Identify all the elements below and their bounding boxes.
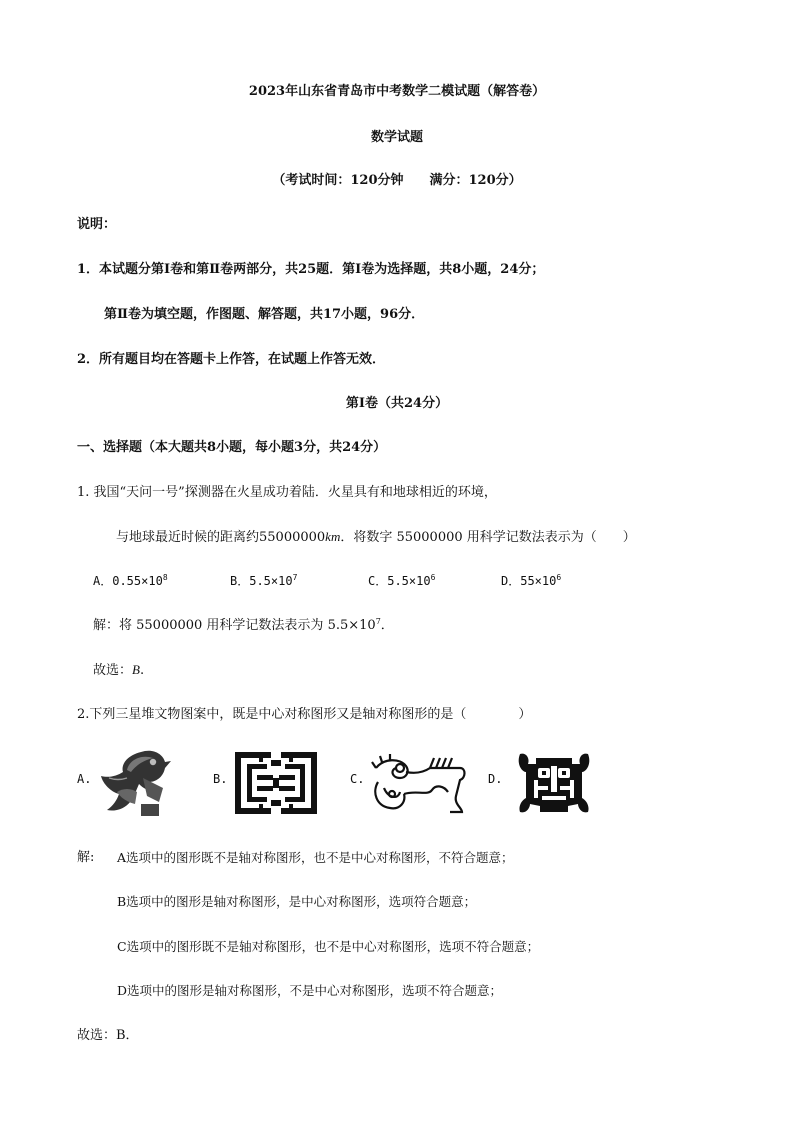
- q2-answer: 故选：B．: [77, 1028, 139, 1043]
- q1-stem-line1: 1. 我国“天问一号”探测器在火星成功着陆．火星具有和地球相近的环境，: [77, 485, 497, 500]
- q1-solution-text: 解：将 55000000 用科学记数法表示为 5.5×10: [93, 618, 376, 633]
- notes-heading: 说明：: [77, 217, 117, 232]
- q1-option-a-exp: 8: [162, 573, 168, 582]
- symmetric-pattern-image: [233, 750, 319, 816]
- q1-option-d-text: D．55×10: [501, 574, 557, 588]
- q2-solution-line-a: A选项中的图形既不是轴对称图形，也不是中心对称图形，不符合题意；: [117, 850, 514, 865]
- q1-option-d-exp: 6: [556, 573, 562, 582]
- q2-option-c[interactable]: [350, 748, 470, 823]
- q2-solution-line-c: C选项中的图形既不是轴对称图形，也不是中心对称图形，选项不符合题意；: [117, 939, 540, 954]
- q2-solution-label: 解:: [77, 850, 95, 865]
- note-item-1: 1．本试题分第Ⅰ卷和第Ⅱ卷两部分，共25题．第Ⅰ卷为选择题，共8小题，24分；: [77, 262, 545, 277]
- q1-option-b-exp: 7: [292, 573, 298, 582]
- q1-solution-end: ．: [380, 618, 394, 633]
- q1-answer-label: 故选：: [93, 663, 133, 678]
- part1-heading: 第Ⅰ卷（共24分）: [345, 396, 449, 411]
- q2-option-c-label: C.: [350, 772, 365, 786]
- q1-option-a[interactable]: [93, 573, 168, 589]
- q1-unit: km: [325, 529, 341, 544]
- q1-solution-exp: 7: [375, 617, 381, 626]
- section-heading: 一、选择题（本大题共8小题，每小题3分，共24分）: [77, 440, 387, 455]
- page-title: 2023年山东省青岛市中考数学二模试题（解答卷）: [248, 84, 546, 99]
- exam-time-info: （考试时间：120分钟 满分：120分）: [272, 173, 522, 188]
- q1-solution: [93, 618, 394, 634]
- q2-solution-line-d: D选项中的图形是轴对称图形，不是中心对称图形，选项不符合题意；: [117, 983, 503, 998]
- q1-stem-text: 与地球最近时候的距离约55000000: [116, 530, 326, 545]
- q2-solution-line-b: B选项中的图形是轴对称图形，是中心对称图形，选项符合题意；: [117, 894, 477, 909]
- q1-option-c[interactable]: [368, 573, 435, 589]
- q1-answer: [93, 662, 144, 679]
- note-item-2: 2．所有题目均在答题卡上作答，在试题上作答无效．: [77, 352, 386, 367]
- q1-option-b-text: B．5.5×10: [230, 574, 293, 588]
- q2-option-d[interactable]: [488, 748, 598, 823]
- q1-option-d[interactable]: [501, 573, 561, 589]
- q1-option-c-text: C．5.5×10: [368, 574, 431, 588]
- q1-answer-value: B: [132, 662, 140, 677]
- q2-option-a-label: A.: [77, 772, 92, 786]
- page-subtitle: 数学试题: [370, 130, 423, 145]
- q2-option-b[interactable]: [213, 748, 323, 823]
- mask-pattern-image: [516, 750, 592, 816]
- bronze-bird-image: [97, 748, 175, 820]
- note-item-1-cont: 第Ⅱ卷为填空题，作图题、解答题，共17小题，96分．: [104, 307, 425, 322]
- q1-stem-line2: [116, 529, 636, 546]
- dragon-outline-image: [370, 752, 470, 816]
- q1-option-a-text: A．0.55×10: [93, 574, 163, 588]
- q2-option-a[interactable]: [77, 748, 177, 823]
- q1-option-c-exp: 6: [430, 573, 436, 582]
- q1-option-b[interactable]: [230, 573, 297, 589]
- q2-option-d-label: D.: [488, 772, 503, 786]
- q1-answer-end: .: [139, 663, 145, 678]
- q1-stem-text-end: ．将数字 55000000 用科学记数法表示为（ ）: [340, 530, 636, 545]
- q2-option-b-label: B.: [213, 772, 228, 786]
- q2-stem: 2.下列三星堆文物图案中，既是中心对称图形又是轴对称图形的是（ ）: [77, 707, 532, 722]
